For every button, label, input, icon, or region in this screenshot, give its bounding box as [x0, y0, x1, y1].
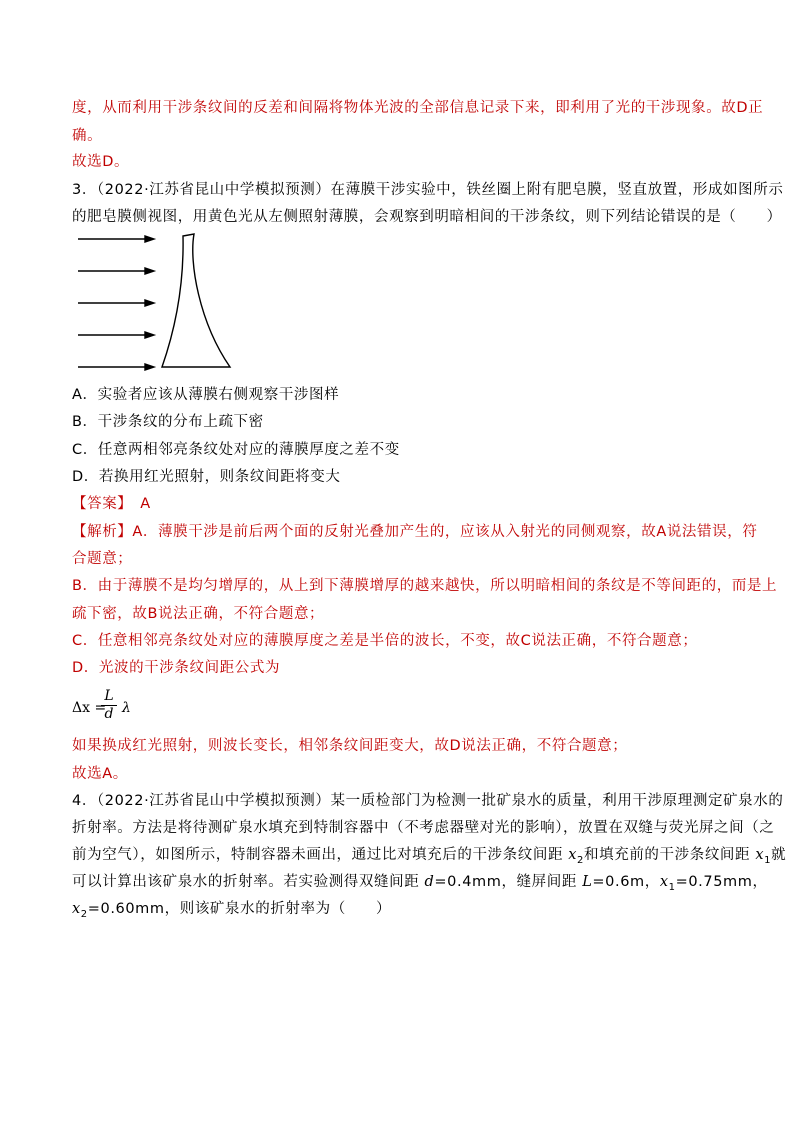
analysis-line: D．光波的干涉条纹间距公式为	[72, 660, 281, 676]
option-a: A．实验者应该从薄膜右侧观察干涉图样	[72, 387, 340, 403]
question-4-stem: 折射率。方法是将待测矿泉水填充到特制容器中（不考虑器壁对光的影响），放置在双缝与荧光屏之间（之	[72, 820, 775, 836]
formula-lhs: Δx =	[72, 700, 107, 716]
question-4-stem: 前为空气），如图所示，特制容器未画出，通过比对填充后的干涉条纹间距 $x_2$和填充前的干涉条纹间距 $x_1$就	[72, 847, 787, 866]
soap-film-diagram	[72, 232, 272, 372]
option-c: C．任意两相邻亮条纹处对应的薄膜厚度之差不变	[72, 442, 400, 458]
question-3-stem: 的肥皂膜侧视图，用黄色光从左侧照射薄膜，会观察到明暗相间的干涉条纹，则下列结论错误的是（ ）	[72, 209, 782, 225]
question-4-stem: 可以计算出该矿泉水的折射率。若实验测得双缝间距 d=0.4mm，缝屏间距 L=0.6m，$x_1=0.75mm$，	[72, 874, 768, 893]
formula-denominator: d	[104, 706, 114, 722]
analysis-line: 如果换成红光照射，则波长变长，相邻条纹间距变大，故D说法正确，不符合题意；	[72, 738, 628, 754]
option-b: B．干涉条纹的分布上疏下密	[72, 414, 264, 430]
analysis-line: 【解析】A．薄膜干涉是前后两个面的反射光叠加产生的，应该从入射光的同侧观察，故A说法错误，符	[72, 524, 758, 540]
analysis-line: 疏下密，故B说法正确，不符合题意；	[72, 606, 325, 622]
text-line: 确。	[72, 128, 103, 144]
formula-numerator: L	[104, 688, 114, 704]
formula-rhs: λ	[122, 700, 131, 716]
answer-line: 【答案】 A	[72, 496, 151, 512]
analysis-line: 故选A。	[72, 766, 128, 782]
text-line: 故选D。	[72, 154, 130, 170]
formula-fraction	[100, 688, 118, 723]
soap-film-outline	[162, 234, 230, 367]
question-3-stem: 3．（2022·江苏省昆山中学模拟预测）在薄膜干涉实验中，铁丝圈上附有肥皂膜，竖直放置，形成如图所示	[72, 182, 784, 198]
option-d: D．若换用红光照射，则条纹间距将变大	[72, 469, 341, 485]
analysis-line: B．由于薄膜不是均匀增厚的，从上到下薄膜增厚的越来越快，所以明暗相间的条纹是不等间距的，而是上	[72, 578, 778, 594]
incident-light-arrows	[78, 236, 154, 370]
analysis-line: C．任意相邻亮条纹处对应的薄膜厚度之差是半倍的波长，不变，故C说法正确，不符合题意；	[72, 633, 698, 649]
text-line: 度，从而利用干涉条纹间的反差和间隔将物体光波的全部信息记录下来，即利用了光的干涉现象。故D正	[72, 100, 764, 116]
fringe-spacing-formula	[72, 688, 192, 728]
question-4-stem: 4．（2022·江苏省昆山中学模拟预测）某一质检部门为检测一批矿泉水的质量，利用干涉原理测定矿泉水的	[72, 793, 784, 809]
analysis-line: 合题意；	[72, 551, 133, 567]
question-4-stem: $x_2=0.60mm$，则该矿泉水的折射率为（ ）	[72, 901, 392, 920]
